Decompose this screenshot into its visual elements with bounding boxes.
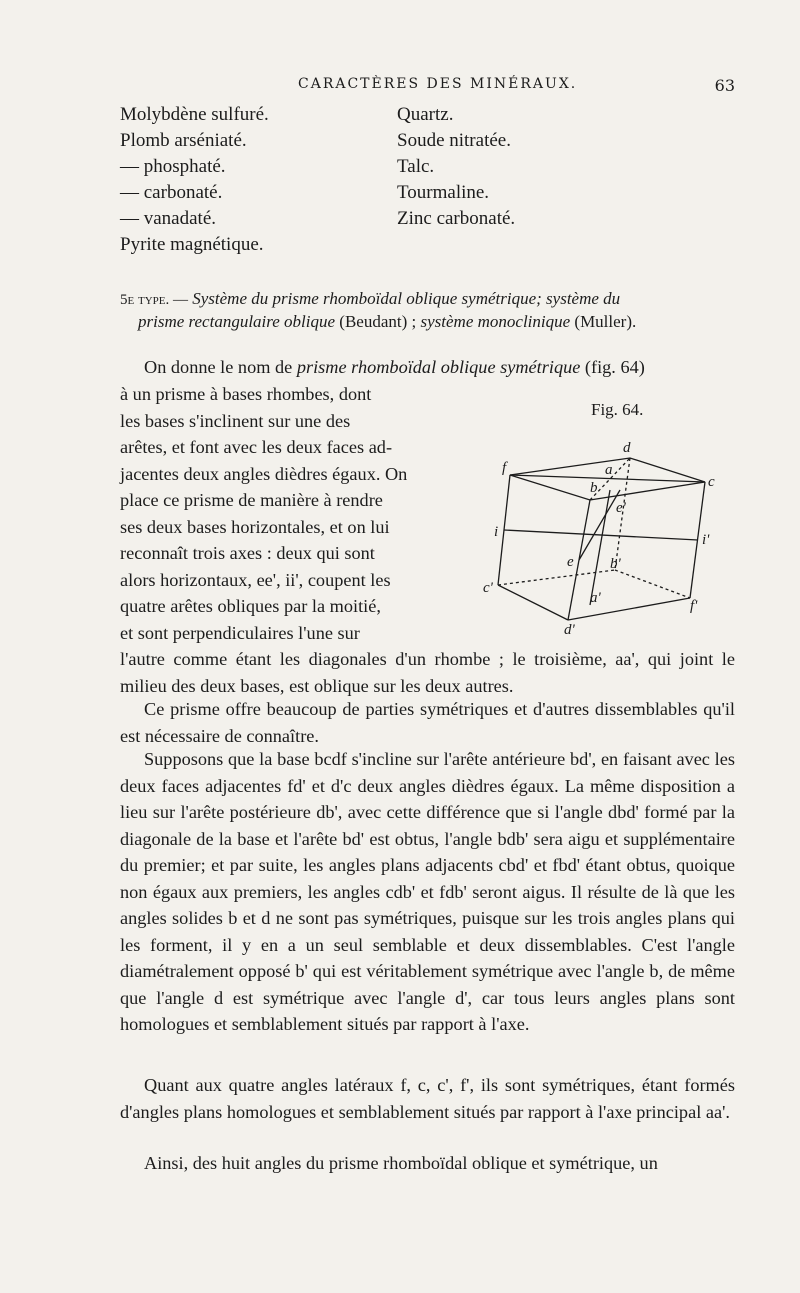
label-b-prime: b' bbox=[610, 556, 621, 572]
figure-caption: Fig. 64. bbox=[591, 400, 644, 419]
text-line: arêtes, et font avec les deux faces ad- bbox=[120, 437, 393, 457]
paragraph-3: Supposons que la base bcdf s'incline sur l'arête antérieure bd', en faisant avec les deux faces adjacentes fd' et d'c deux angles dièdres égaux. La même disposition a lieu sur l'arête postérieure db', avec cette différence que si l'angle dbd' formé par la diagonale de la base et l'arête bd' est obtus, l'angle bdb' sera aigu et supplémentaire du premier; et par suite, les angles plans adjacents cbd' et fbd' étant obtus, quoique non égaux aux premiers, les angles cdb' et fdb' seront aigus. Il résulte de là que les angles solides b et d ne sont pas symétriques, puisque sur les trois angles plans qui les forment, il y en a un seul semblable et deux dissemblables. C'est l'angle diamétralement opposé b' qui est véritablement symétrique avec l'angle b, de même que l'angle d est symétrique avec l'angle d', car tous leurs angles plans sont homologues et semblablement situés par rapport à l'axe. bbox=[120, 749, 735, 1034]
mineral-list-right bbox=[397, 102, 515, 232]
prism-figure bbox=[480, 430, 730, 640]
label-b: b bbox=[590, 480, 598, 496]
paragraph-2: Ce prisme offre beaucoup de parties symétriques et d'autres dissemblables qu'il est nécessaire de connaître. bbox=[120, 699, 735, 746]
paragraph-first-line: On donne le nom de prisme rhomboïdal oblique symétrique (fig. 64) bbox=[144, 357, 645, 377]
label-c-prime: c' bbox=[483, 580, 493, 596]
type-title-line1: Système du prisme rhomboïdal oblique symétrique; système du bbox=[192, 289, 621, 308]
label-f: f bbox=[502, 460, 507, 476]
wrapped-text bbox=[120, 381, 450, 646]
text-line: alors horizontaux, ee', ii', coupent les bbox=[120, 569, 391, 590]
mineral-list-left bbox=[120, 102, 269, 258]
page-number: 63 bbox=[714, 76, 735, 95]
label-f-prime: f' bbox=[690, 598, 698, 614]
list-item: Molybdène sulfuré. bbox=[120, 104, 269, 125]
label-c: c bbox=[708, 474, 715, 490]
list-item: Quartz. bbox=[397, 104, 454, 125]
bottom-front-right bbox=[568, 598, 690, 620]
list-item: — carbonaté. bbox=[120, 182, 223, 203]
label-d: d bbox=[623, 440, 631, 456]
list-item: Tourmaline. bbox=[397, 182, 490, 203]
paragraph-4: Quant aux quatre angles latéraux f, c, c', f', ils sont symétriques, étant formés d'angles plans homologues et semblablement situés par rapport à l'axe principal aa'. bbox=[120, 1075, 735, 1122]
text-line: quatre arêtes obliques par la moitié, bbox=[120, 596, 381, 616]
text-line: et sont perpendiculaires l'une sur bbox=[120, 622, 360, 643]
label-a-prime: a' bbox=[590, 590, 601, 606]
hidden-bottom-right bbox=[615, 570, 690, 598]
text-line: les bases s'inclinent sur une des bbox=[120, 410, 351, 431]
paragraph-5: Ainsi, des huit angles du prisme rhomboïdal oblique et symétrique, un bbox=[144, 1153, 658, 1173]
list-item: Soude nitratée. bbox=[397, 130, 511, 151]
type-author-b: (Muller). bbox=[570, 312, 637, 331]
axis-aa bbox=[590, 490, 610, 605]
list-item: Talc. bbox=[397, 156, 435, 177]
bottom-front-left bbox=[498, 585, 568, 620]
paragraph-1-continued: l'autre comme étant les diagonales d'un rhombe ; le troisième, aa', qui joint le milieu des deux bases, est oblique sur les deux autres. bbox=[120, 649, 735, 696]
type-label: 5e type. — bbox=[120, 292, 188, 308]
label-e: e bbox=[567, 554, 574, 570]
text-line: reconnaît trois axes : deux qui sont bbox=[120, 543, 375, 563]
list-item: Zinc carbonaté. bbox=[397, 208, 516, 229]
running-title: CARACTÈRES DES MINÉRAUX. bbox=[298, 76, 578, 92]
text-line: à un prisme à bases rhombes, dont bbox=[120, 384, 372, 404]
label-i-prime: i' bbox=[702, 532, 710, 548]
type-heading bbox=[120, 288, 740, 333]
emphasis-term: prisme rhomboïdal oblique symétrique bbox=[296, 357, 581, 377]
hidden-bottom-left bbox=[498, 570, 615, 585]
text-line: ses deux bases horizontales, et on lui bbox=[120, 516, 390, 537]
type-author-a: (Beudant) ; bbox=[335, 312, 421, 331]
label-a: a bbox=[605, 462, 613, 478]
list-item: Plomb arséniaté. bbox=[120, 130, 247, 151]
label-i: i bbox=[494, 524, 499, 540]
list-item: — phosphaté. bbox=[120, 156, 226, 177]
type-title-a: prisme rectangulaire oblique bbox=[138, 312, 336, 331]
running-header bbox=[120, 76, 735, 98]
label-d-prime: d' bbox=[564, 622, 575, 638]
list-item: Pyrite magnétique. bbox=[120, 234, 264, 255]
label-e-prime: e' bbox=[616, 500, 626, 516]
type-title-c: système monoclinique bbox=[420, 312, 571, 331]
text-line: jacentes deux angles dièdres égaux. On bbox=[120, 463, 408, 484]
text-line: place ce prisme de manière à rendre bbox=[120, 490, 383, 510]
list-item: — vanadaté. bbox=[120, 208, 217, 229]
